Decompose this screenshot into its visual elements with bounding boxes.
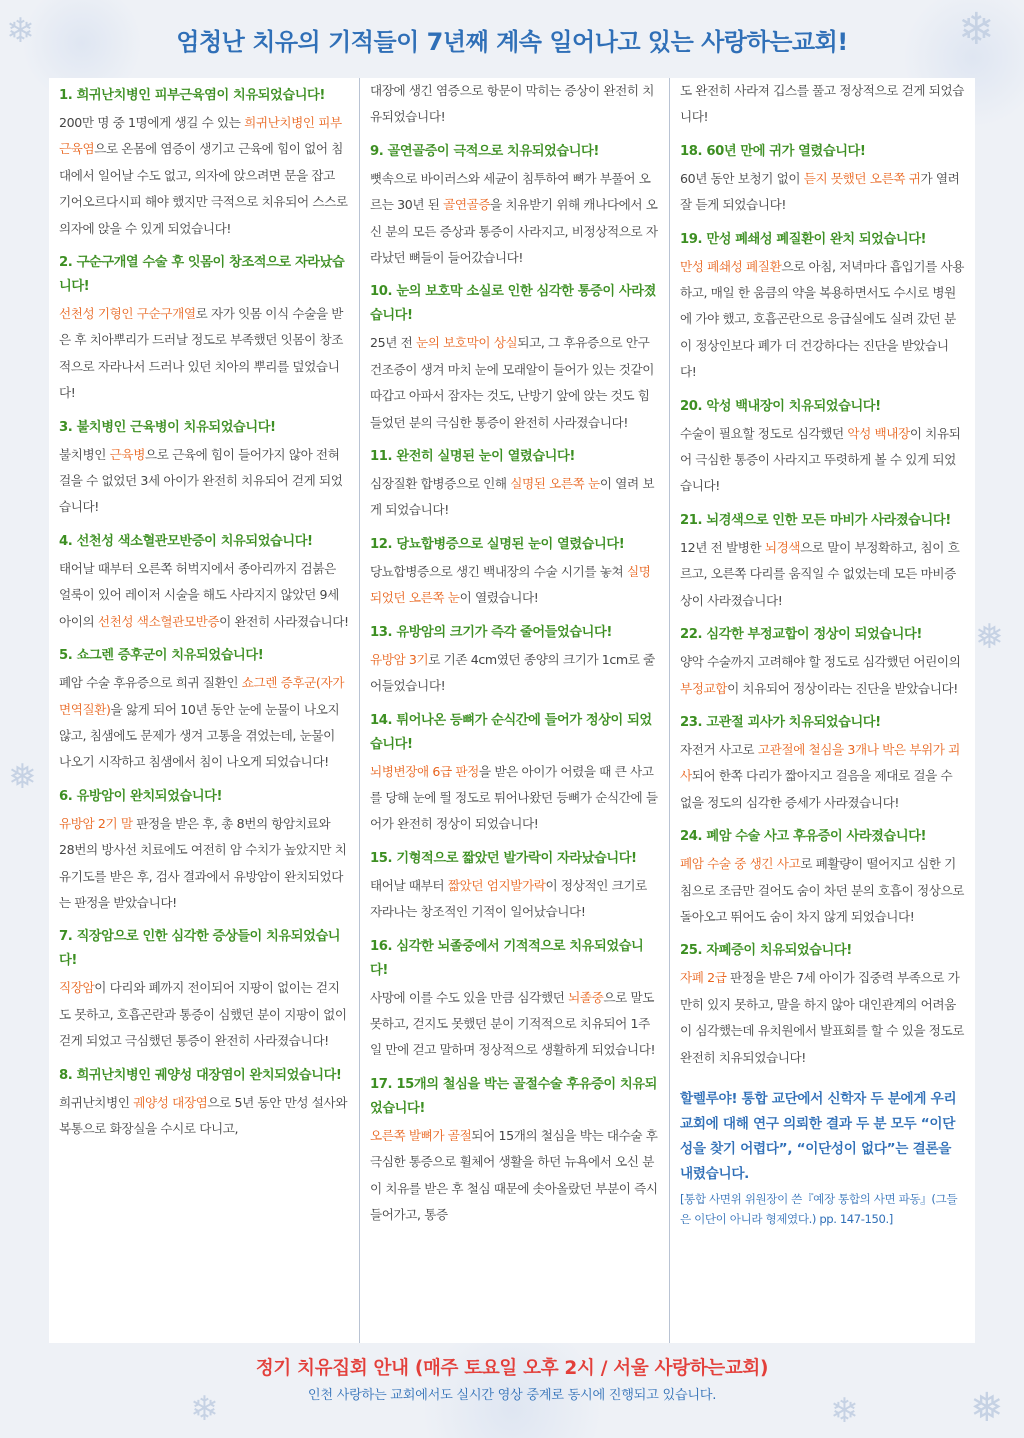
testimony-entry: [59, 416, 349, 521]
testimony-title: 15. 기형적으로 짧았던 발가락이 자라났습니다!: [370, 850, 637, 866]
highlighted-condition: 부정교합: [680, 680, 728, 696]
testimony-entry: [59, 925, 349, 1054]
testimony-entry: [59, 530, 349, 635]
testimony-title: 3. 불치병인 근육병이 치유되었습니다!: [59, 419, 276, 435]
highlighted-condition: 선천성 색소혈관모반증: [97, 613, 220, 629]
testimony-entry: [370, 709, 659, 838]
testimony-entry: [680, 140, 965, 219]
body-text: 으로 온몸에 염증이 생기고 근육에 힘이 없어 침대에서 일어날 수도 없고, 의자에 앉으려면 문을 잡고 기어오르다시피 해야 했지만 극적으로 치유되어 스스로 의자에 앉을 수 있게 되었습니다!: [59, 141, 348, 236]
highlighted-condition: 뇌경색: [764, 539, 801, 555]
highlighted-condition: 유방암 3기: [370, 651, 429, 667]
highlighted-condition: 오른쪽 발뼈가 골절: [370, 1127, 472, 1143]
body-text: 판정을 받은 7세 아이가 집중력 부족으로 가만히 있지 못하고, 말을 하지 않아 대인관계의 어려움이 심각했는데 유치원에서 발표회를 할 수 있을 정도로 완전히 치유되었습니다!: [680, 970, 965, 1065]
testimony-entry: [680, 711, 965, 816]
highlighted-condition: 근육병: [109, 446, 145, 462]
testimony-entry: [680, 623, 965, 702]
notice-citation: [통합 사면위 위원장이 쓴『예장 통합의 사면 파동』(그들은 이단이 아니라 형제였다.) pp. 147-150.]: [680, 1191, 958, 1226]
body-text: 폐암 수술 후유증으로 희귀 질환인: [59, 675, 242, 691]
column-2: [359, 78, 669, 1343]
testimony-body: [370, 759, 659, 838]
testimony-entry: [370, 847, 659, 926]
highlighted-condition: 궤양성 대장염: [133, 1094, 208, 1110]
highlighted-condition: 직장암: [59, 980, 95, 996]
testimony-title: 9. 골연골증이 극적으로 치유되었습니다!: [370, 143, 599, 159]
testimony-title: 7. 직장암으로 인한 심각한 증상들이 치유되었습니다!: [59, 929, 341, 969]
highlighted-condition: 악성 백내장: [847, 425, 910, 441]
snowflake-icon: ❄: [190, 1389, 219, 1429]
highlighted-condition: 희귀난치병인 피부근육염: [59, 115, 342, 157]
testimony-entry: [370, 621, 659, 700]
testimony-title: 16. 심각한 뇌졸중에서 기적적으로 치유되었습니다!: [370, 938, 644, 978]
body-text: 사망에 이를 수도 있을 만큼 심각했던: [370, 989, 569, 1005]
testimony-body: [370, 559, 659, 612]
testimony-entry: [59, 644, 349, 776]
testimony-title: 13. 유방암의 크기가 즉각 줄어들었습니다!: [370, 624, 612, 640]
testimony-title: 10. 눈의 보호막 소실로 인한 심각한 통증이 사라졌습니다!: [370, 284, 656, 324]
testimony-title: 1. 희귀난치병인 피부근육염이 치유되었습니다!: [59, 88, 326, 103]
testimony-body: [59, 110, 349, 242]
testimony-title: 24. 폐암 수술 사고 후유증이 사라졌습니다!: [680, 829, 927, 845]
testimony-title: 22. 심각한 부정교합이 정상이 되었습니다!: [680, 627, 922, 643]
testimony-body: [370, 1123, 659, 1229]
body-text: 되어 15개의 철심을 박는 대수술 후 극심한 통증으로 휠체어 생활을 하던 뉴욕에서 오신 분이 치유를 받은 후 철심 때문에 솟아올랐던 부분이 즉시 들어가고, 통증: [370, 1127, 658, 1222]
testimony-entry: [370, 78, 659, 131]
body-text: 으로 5년 동안 만성 설사와 복통으로 화장실을 수시로 다니고,: [59, 1094, 348, 1136]
body-text: 25년 전: [370, 335, 416, 351]
highlighted-condition: 눈의 보호막이 상실: [415, 335, 518, 351]
highlighted-condition: 선천성 기형인 구순구개열: [59, 306, 196, 322]
testimony-body: [370, 471, 659, 524]
testimony-title: 17. 15개의 철심을 박는 골절수술 후유증이 치유되었습니다!: [370, 1076, 657, 1116]
testimony-body: [370, 166, 659, 272]
body-text: 당뇨합병증으로 생긴 백내장의 수술 시기를 놓쳐: [370, 563, 627, 579]
body-text: 이 치유되어 정상이라는 진단을 받았습니다!: [727, 680, 958, 696]
testimony-title: 5. 쇼그렌 증후군이 치유되었습니다!: [59, 648, 264, 664]
highlighted-condition: 짧았던 엄지발가락: [447, 877, 546, 893]
body-text: 을 앓게 되어 10년 동안 눈에 눈물이 나오지 않고, 침샘에도 문제가 생겨 고통을 겪었는데, 눈물이 나오기 시작하고 침샘에서 침이 나오게 되었습니다!: [59, 701, 340, 770]
body-text: 으로 근육에 힘이 들어가지 않아 전혀 걸을 수 없었던 3세 아이가 완전히 치유되어 걷게 되었습니다!: [59, 446, 343, 515]
testimony-entry: [370, 533, 659, 612]
body-text: 로 기존 4cm였던 종양의 크기가 1cm로 줄어들었습니다!: [370, 651, 655, 694]
testimony-title: 19. 만성 폐쇄성 폐질환이 완치 되었습니다!: [680, 231, 927, 247]
body-text: 자전거 사고로: [680, 741, 758, 757]
testimony-title: 21. 뇌경색으로 인한 모든 마비가 사라졌습니다!: [680, 512, 951, 528]
highlighted-condition: 고관절에 철심을 3개나 박은 부위가 괴사: [680, 741, 960, 784]
testimony-title: 8. 희귀난치병인 궤양성 대장염이 완치되었습니다!: [59, 1067, 342, 1083]
body-text: 심장질환 합병증으로 인해: [370, 476, 511, 492]
meeting-notice-footer: [0, 1347, 1024, 1438]
snowflake-icon: ❄: [830, 1391, 859, 1431]
testimony-entry: [59, 1064, 349, 1143]
snowflake-icon: ❅: [8, 757, 37, 797]
testimony-entry: [370, 140, 659, 272]
body-text: 이 완전히 사라졌습니다!: [219, 613, 349, 629]
column-3: [669, 78, 975, 1343]
testimony-body: [59, 556, 349, 635]
testimony-body: [370, 78, 659, 131]
meeting-schedule: 정기 치유집회 안내 (매주 토요일 오후 2시 / 서울 사랑하는교회): [255, 1358, 769, 1379]
body-text: 으로 아침, 저녁마다 흡입기를 사용하고, 매일 한 움큼의 약을 복용하면서도 수시로 병원에 가야 했고, 호흡곤란으로 응급실에도 실려 갔던 분이 정상인보다 폐가 더 건강하다는 진단을 받았습니다!: [680, 258, 965, 380]
testimony-title: 12. 당뇨합병증으로 실명된 눈이 열렸습니다!: [370, 536, 625, 552]
testimony-entry: [370, 935, 659, 1064]
testimony-title: 4. 선천성 색소혈관모반증이 치유되었습니다!: [59, 533, 313, 549]
testimony-body: [680, 851, 965, 930]
testimony-entry: [680, 395, 965, 500]
testimony-title: 20. 악성 백내장이 치유되었습니다!: [680, 398, 881, 414]
body-text: 이 열렸습니다!: [459, 590, 539, 606]
body-text: 이 열려 보게 되었습니다!: [370, 476, 655, 518]
highlighted-condition: 뇌졸중: [568, 989, 604, 1005]
page-header: [0, 0, 1024, 78]
body-text: 을 치유받기 위해 캐나다에서 오신 분의 모든 증상과 통증이 사라지고, 비정상적으로 자라났던 뼈들이 들어갔습니다!: [370, 197, 658, 266]
body-text: 불치병인: [59, 446, 110, 462]
testimony-title: 25. 자폐증이 치유되었습니다!: [680, 943, 852, 959]
testimony-body: [680, 965, 965, 1071]
highlighted-condition: 듣지 못했던 오른쪽 귀: [803, 170, 921, 186]
body-text: 뼛속으로 바이러스와 세균이 침투하여 뼈가 부풀어 오르는 30년 된: [370, 170, 651, 213]
body-text: 로 폐활량이 떨어지고 심한 기침으로 조금만 걸어도 숨이 차던 분의 호흡이 정상으로 돌아오고 뛰어도 숨이 차지 않게 되었습니다!: [680, 856, 965, 924]
testimony-entry: [680, 228, 965, 386]
body-text: 200만 명 중 1명에게 생길 수 있는: [59, 115, 245, 130]
body-text: 태어날 때부터 오른쪽 허벅지에서 종아리까지 검붉은 얼룩이 있어 레이저 시술을 해도 사라지지 않았던 9세 아이의: [59, 560, 339, 629]
testimony-body: [59, 301, 349, 407]
body-text: 으로 말도 못하고, 걷지도 못했던 분이 기적적으로 치유되어 1주일 만에 걷고 말하며 정상적으로 생활하게 되었습니다!: [370, 989, 656, 1058]
body-text: 도 완전히 사라져 깁스를 풀고 정상적으로 걷게 되었습니다!: [680, 83, 965, 125]
broadcast-note: 인천 사랑하는 교회에서도 실시간 영상 중계로 동시에 진행되고 있습니다.: [307, 1388, 717, 1403]
testimony-title: 14. 튀어나온 등뼈가 순식간에 들어가 정상이 되었습니다!: [370, 712, 652, 752]
testimony-body: [680, 78, 965, 131]
highlighted-condition: 유방암 2기 말: [59, 815, 133, 831]
testimony-entry: [370, 1073, 659, 1229]
testimony-body: [680, 649, 965, 702]
highlighted-condition: 쇼그렌 증후군(자가면역질환): [59, 675, 344, 717]
highlighted-condition: 실명되었던 오른쪽 눈: [370, 563, 651, 606]
testimony-body: [59, 442, 349, 521]
snowflake-icon: ❅: [970, 1385, 1004, 1431]
testimony-entry: [680, 939, 965, 1071]
body-text: 60년 동안 보청기 없이: [680, 170, 804, 186]
body-text: 판정을 받은 후, 총 8번의 항암치료와 28번의 방사선 치료에도 여전히 암 수치가 높았지만 치유기도를 받은 후, 검사 결과에서 유방암이 완치되었다는 판정을 받았습니다!: [59, 815, 347, 910]
testimony-title: 2. 구순구개열 수술 후 잇몸이 창조적으로 자라났습니다!: [59, 255, 345, 295]
column-1: [49, 78, 359, 1343]
body-text: 으로 말이 부정확하고, 침이 흐르고, 오른쪽 다리를 움직일 수 없었는데 모든 마비증상이 사라졌습니다!: [680, 539, 960, 608]
testimony-title: 6. 유방암이 완치되었습니다!: [59, 788, 223, 804]
testimony-entry: [680, 825, 965, 930]
highlighted-condition: 뇌병변장애 6급 판정: [370, 763, 479, 779]
testimony-body: [370, 985, 659, 1064]
testimony-title: 11. 완전히 실명된 눈이 열렸습니다!: [370, 449, 575, 465]
highlighted-condition: 골연골증: [443, 197, 491, 213]
testimony-entry: [370, 280, 659, 436]
body-text: 12년 전 발병한: [680, 539, 765, 555]
church-notice: [680, 1087, 965, 1229]
body-text: 대장에 생긴 염증으로 항문이 막히는 증상이 완전히 치유되었습니다!: [370, 83, 655, 125]
body-text: 이 치유되어 극심한 통증이 사라지고 뚜렷하게 볼 수 있게 되었습니다!: [680, 425, 961, 494]
testimony-entry: [59, 84, 349, 242]
testimony-body: [370, 873, 659, 926]
testimony-entry: [680, 509, 965, 614]
testimony-body: [680, 535, 965, 614]
testimony-body: [59, 1090, 349, 1143]
testimony-body: [680, 254, 965, 386]
body-text: 을 받은 아이가 어렸을 때 큰 사고를 당해 눈에 띌 정도로 튀어나왔던 등뼈가 순식간에 들어가 완전히 정상이 되었습니다!: [370, 763, 658, 832]
highlighted-condition: 실명된 오른쪽 눈: [510, 476, 600, 492]
body-text: 되어 한쪽 다리가 짧아지고 걸음을 제대로 걸을 수 없을 정도의 심각한 증세가 사라졌습니다!: [680, 768, 953, 810]
body-text: 수술이 필요할 정도로 심각했던: [680, 425, 848, 441]
testimony-body: [680, 421, 965, 500]
snowflake-icon: ❄: [958, 4, 995, 55]
body-text: 태어날 때부터: [370, 877, 448, 893]
testimony-body: [59, 811, 349, 917]
testimony-entry: [680, 78, 965, 131]
testimony-entry: [370, 445, 659, 524]
snowflake-icon: ❄: [6, 11, 35, 51]
body-text: 희귀난치병인: [59, 1094, 134, 1110]
testimony-body: [370, 330, 659, 436]
testimony-body: [680, 737, 965, 816]
testimony-title: 18. 60년 만에 귀가 열렸습니다!: [680, 143, 866, 159]
body-text: 이 정상적인 크기로 자라나는 창조적인 기적이 일어났습니다!: [370, 877, 647, 920]
body-text: 양악 수술까지 고려해야 할 정도로 심각했던 어린이의: [680, 654, 961, 670]
page-title: 엄청난 치유의 기적들이 7년째 계속 일어나고 있는 사랑하는교회!: [176, 27, 848, 56]
body-text: 로 자가 잇몸 이식 수술을 받은 후 치아뿌리가 드러날 정도로 부족했던 잇몸이 창조적으로 자라나서 드러나 있던 치아의 뿌리를 덮었습니다!: [59, 306, 344, 401]
testimony-title: 23. 고관절 괴사가 치유되었습니다!: [680, 714, 881, 730]
testimony-body: [59, 670, 349, 776]
body-text: 되고, 그 후유증으로 안구건조증이 생겨 마치 눈에 모래알이 들어가 있는 것같이 따갑고 아파서 잠자는 것도, 난방기 앞에 앉는 것도 힘들었던 분의 극심한 통증이 완전히 사라졌습니다!: [370, 335, 655, 430]
highlighted-condition: 폐암 수술 중 생긴 사고: [680, 856, 801, 872]
body-text: 이 다리와 폐까지 전이되어 지팡이 없이는 걷지도 못하고, 호흡곤란과 통증이 심했던 분이 지팡이 없이 걷게 되었고 극심했던 통증이 완전히 사라졌습니다!: [59, 980, 347, 1049]
body-text: 가 열려 잘 듣게 되었습니다!: [680, 170, 960, 213]
snowflake-icon: ❅: [975, 617, 1004, 657]
notice-statement: 할렐루야! 통합 교단에서 신학자 두 분에게 우리 교회에 대해 연구 의뢰한 결과 두 분 모두 “이단성을 찾기 어렵다”, “이단성이 없다”는 결론을 내렸습니다.: [680, 1090, 957, 1182]
testimony-entry: [59, 785, 349, 917]
testimony-panel: [49, 78, 975, 1343]
highlighted-condition: 자폐 2급: [680, 970, 727, 986]
testimony-body: [680, 166, 965, 219]
highlighted-condition: 만성 폐쇄성 폐질환: [680, 258, 782, 274]
testimony-entry: [59, 251, 349, 407]
testimony-body: [370, 647, 659, 700]
testimony-body: [59, 975, 349, 1054]
